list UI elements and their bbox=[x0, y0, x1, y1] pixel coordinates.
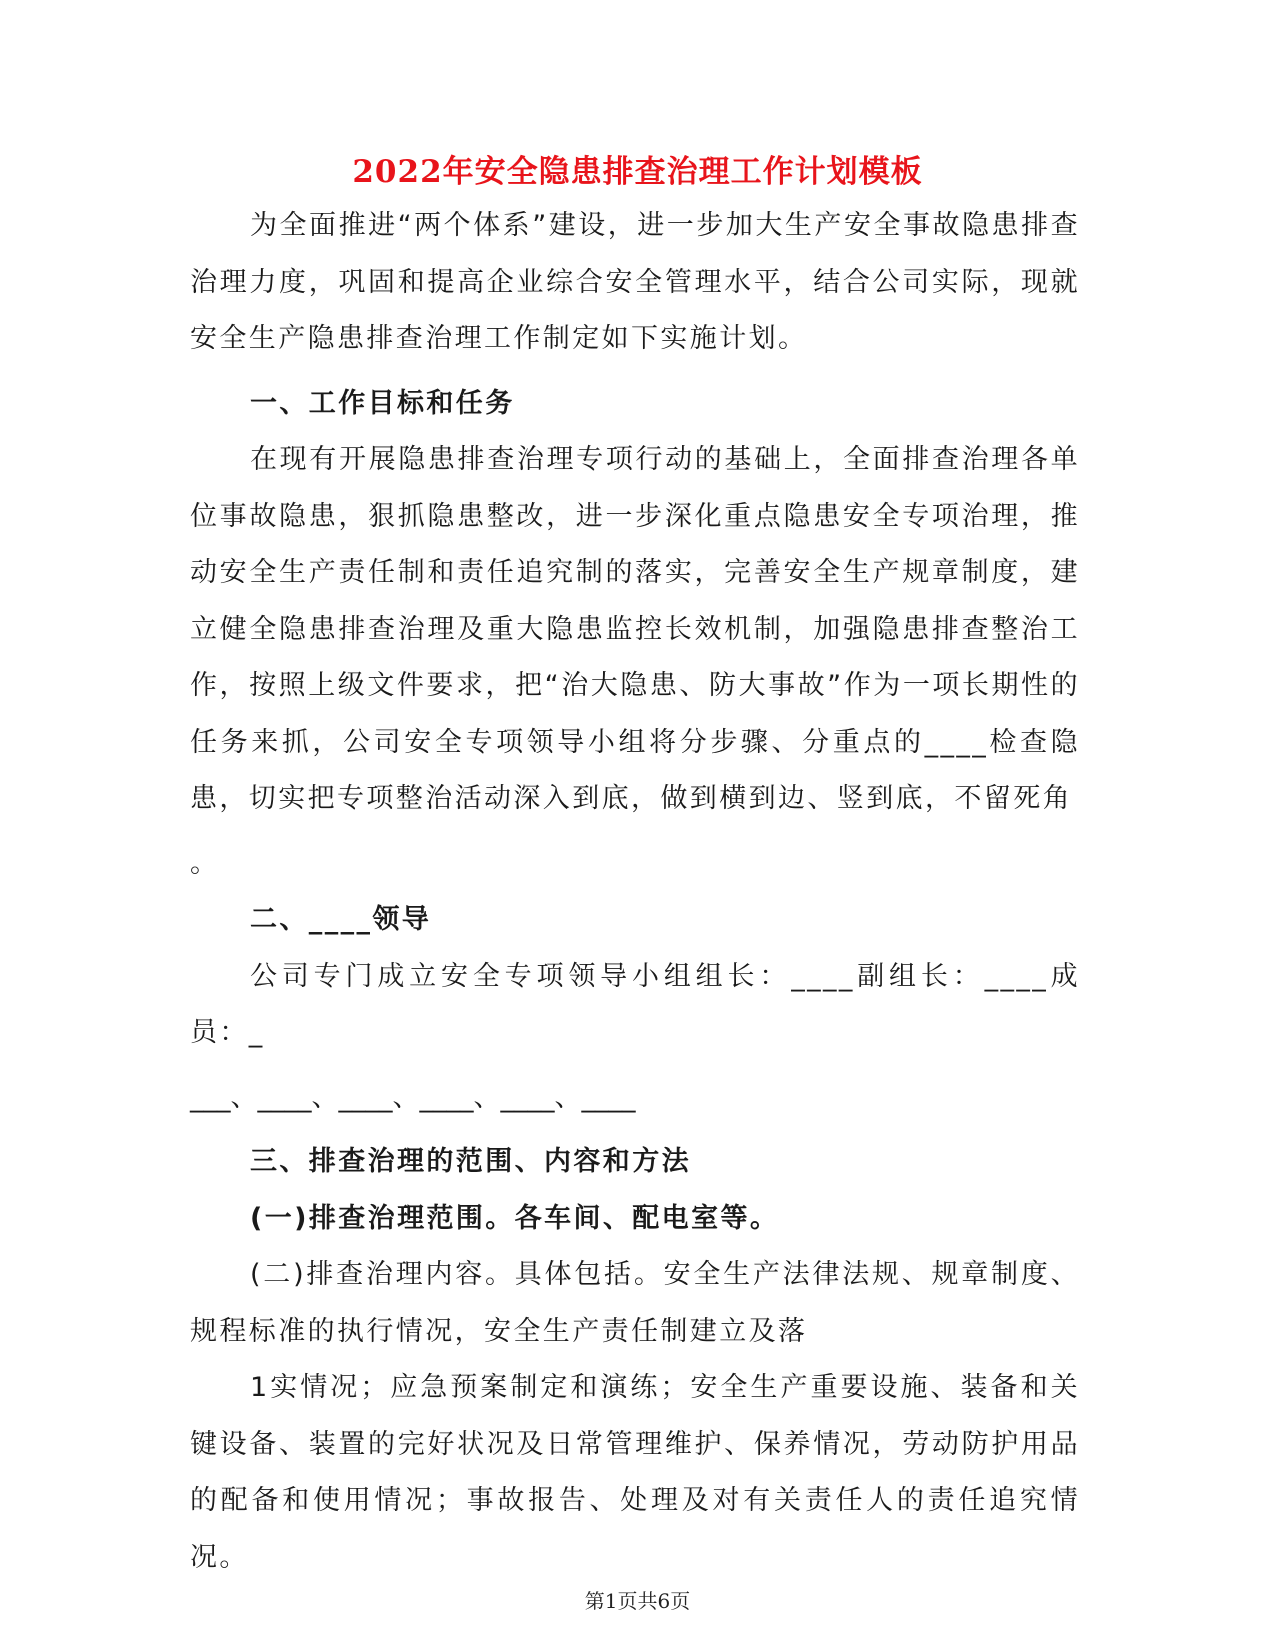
section-heading-2: 二、____领导 bbox=[250, 904, 432, 935]
section-1-end: 。 bbox=[190, 847, 220, 879]
document-title: 2022年安全隐患排查治理工作计划模板 bbox=[352, 154, 923, 190]
section-2-paragraph: 公司专门成立安全专项领导小组组长：____副组长：____成员：_ bbox=[190, 960, 1080, 1048]
section-2-members: ___、____、____、____、____、____ bbox=[190, 1081, 636, 1113]
section-heading-1: 一、工作目标和任务 bbox=[250, 387, 515, 419]
subsection-2-continued: 1实情况；应急预案制定和演练；安全生产重要设施、装备和关键设备、装置的完好状况及日常管理维护、保养情况，劳动防护用品的配备和使用情况；事故报告、处理及对有关责任人的责任追究情况。 bbox=[190, 1372, 1080, 1573]
intro-paragraph: 为全面推进“两个体系”建设，进一步加大生产安全事故隐患排查治理力度，巩固和提高企业综合安全管理水平，结合公司实际，现就安全生产隐患排查治理工作制定如下实施计划。 bbox=[190, 210, 1080, 354]
document-body bbox=[190, 198, 1080, 1586]
subsection-2: (二)排查治理内容。具体包括。安全生产法律法规、规章制度、规程标准的执行情况，安全生产责任制建立及落 bbox=[190, 1259, 1080, 1347]
subsection-1: (一)排查治理范围。各车间、配电室等。 bbox=[250, 1202, 780, 1234]
page-number: 第1页共6页 bbox=[584, 1589, 691, 1613]
section-1-paragraph: 在现有开展隐患排查治理专项行动的基础上，全面排查治理各单位事故隐患，狠抓隐患整改，进一步深化重点隐患安全专项治理，推动安全生产责任制和责任追究制的落实，完善安全生产规章制度，建立健全隐患排查治理及重大隐患监控长效机制，加强隐患排查整治工作，按照上级文件要求，把“治大隐患、防大事故”作为一项长期性的任务来抓，公司安全专项领导小组将分步骤、分重点的____检查隐患，切实把专项整治活动深入到底，做到横到边、竖到底，不留死角 bbox=[190, 444, 1080, 814]
section-heading-3: 三、排查治理的范围、内容和方法 bbox=[250, 1146, 691, 1177]
